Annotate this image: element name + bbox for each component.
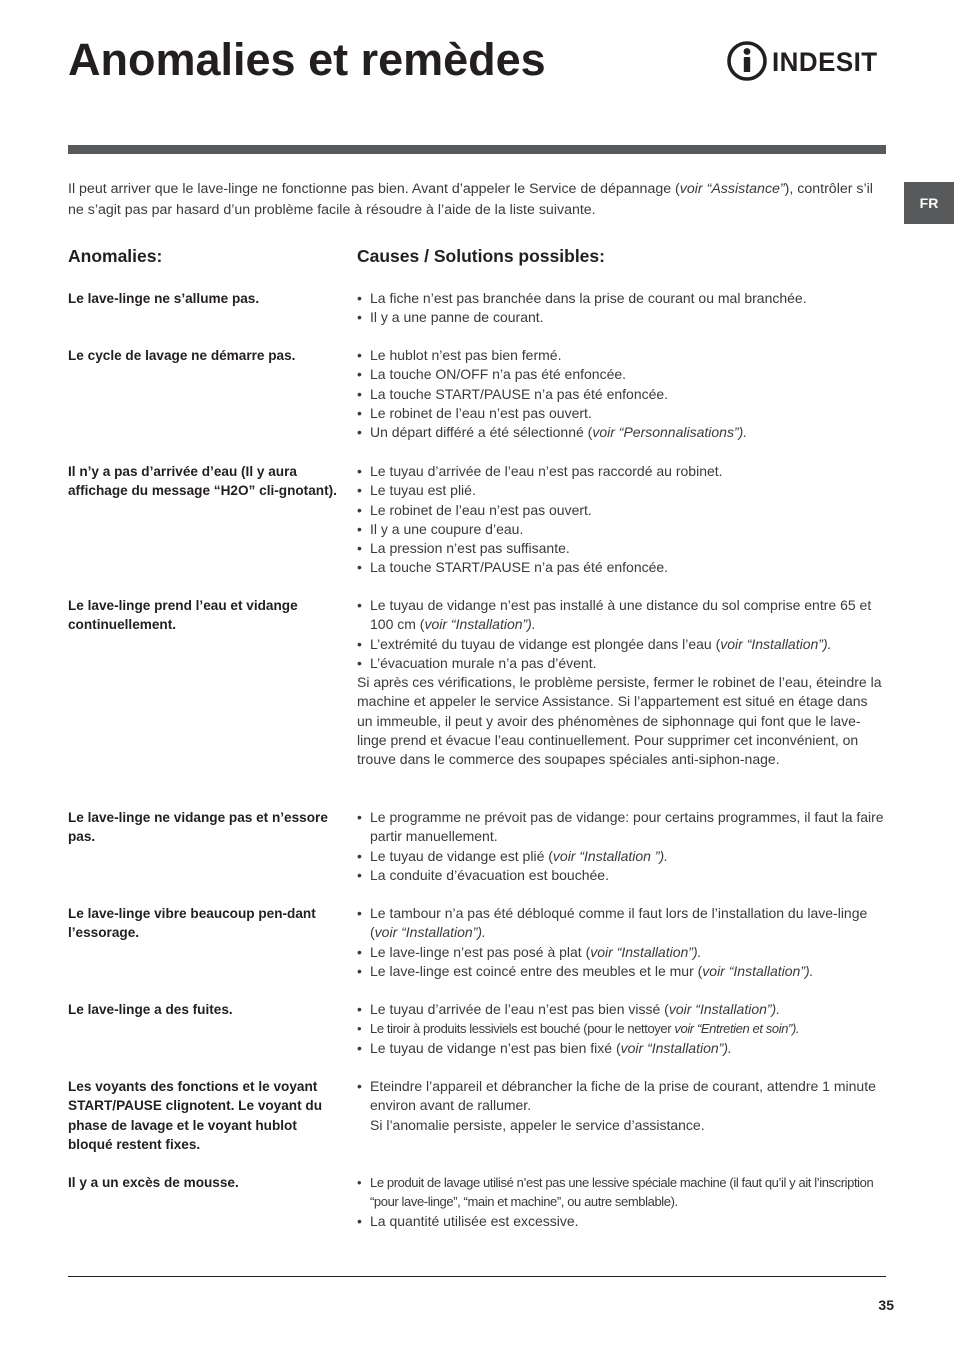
anomaly-label: Le cycle de lavage ne démarre pas. <box>68 348 296 363</box>
list-item <box>357 904 886 943</box>
list-item <box>357 1173 886 1212</box>
cause-text: Le hublot n’est pas bien fermé. <box>370 347 562 363</box>
anomaly-label: Le lave-linge ne s’allume pas. <box>68 291 260 306</box>
cause-text: Eteindre l’appareil et débrancher la fiche de la prise de courant, attendre 1 minute environ avant de rallumer. <box>370 1078 876 1114</box>
cause-text: Le tambour n’a pas été débloqué comme il faut lors de l’installation du lave-linge ( <box>370 905 868 941</box>
cause-text: L’extrémité du tuyau de vidange est plongée dans l’eau ( <box>370 635 721 652</box>
cause-text: Il y a une coupure d’eau. <box>370 520 524 537</box>
list-item <box>357 539 886 558</box>
anomaly-label: Il y a un excès de mousse. <box>68 1175 239 1190</box>
list-item <box>357 462 886 481</box>
cause-text: La conduite d’évacuation est bouchée. <box>370 866 609 883</box>
cause-text: Le tiroir à produits lessiviels est bouché (pour le nettoyer <box>370 1021 675 1037</box>
cause-text: La quantité utilisée est excessive. <box>370 1212 579 1229</box>
cross-reference: voir “Installation”). <box>374 924 486 941</box>
causes-list <box>357 904 886 981</box>
cross-reference: voir “Installation”). <box>702 962 814 979</box>
cause-text: Le tuyau de vidange n’est pas installé à une distance du sol comprise entre 65 et 100 cm ( <box>370 597 872 633</box>
cause-text: Il y a une panne de courant. <box>370 309 544 326</box>
cause-text: Le tuyau d’arrivée de l’eau n’est pas bien vissé ( <box>370 1001 669 1017</box>
anomaly-label: Le lave-linge a des fuites. <box>68 1002 233 1017</box>
cause-text: Un départ différé a été sélectionné ( <box>370 424 593 441</box>
cross-reference: voir “Installation ”). <box>552 847 669 864</box>
causes-cell <box>357 808 886 885</box>
causes-heading: Causes / Solutions possibles: <box>357 246 605 266</box>
causes-list <box>357 1000 886 1058</box>
list-item <box>357 654 886 673</box>
page-title: Anomalies et remèdes <box>68 34 546 85</box>
causes-cell <box>357 346 886 442</box>
list-item <box>357 346 886 365</box>
indesit-logo-icon <box>726 40 770 84</box>
list-item <box>357 962 886 981</box>
footer-divider <box>68 1276 886 1277</box>
causes-cell <box>357 462 886 578</box>
list-item <box>357 289 886 308</box>
cause-text: Le programme ne prévoit pas de vidange: pour certains programmes, il faut la faire partir manuellement. <box>370 809 884 845</box>
additional-note: Si l’anomalie persiste, appeler le service d’assistance. <box>370 1116 705 1133</box>
list-item <box>357 847 886 866</box>
causes-list <box>357 1173 886 1231</box>
list-item <box>357 808 886 847</box>
cause-text: La pression n’est pas suffisante. <box>370 540 570 557</box>
causes-cell <box>357 1173 886 1231</box>
cross-reference: voir “Installation”). <box>424 616 536 633</box>
causes-list <box>357 596 886 673</box>
cause-text: Le robinet de l’eau n’est pas ouvert. <box>370 501 592 518</box>
cause-text: Le robinet de l’eau n’est pas ouvert. <box>370 404 592 421</box>
anomaly-label: Le lave-linge vibre beaucoup pen-dant l’essorage. <box>68 906 316 941</box>
anomaly-label: Les voyants des fonctions et le voyant START/PAUSE clignotent. Le voyant du phase de lavage et le voyant hublot bloqué restent fixes. <box>68 1079 323 1152</box>
cause-text: Le tuyau d’arrivée de l’eau n’est pas raccordé au robinet. <box>370 463 723 479</box>
causes-list <box>357 462 886 578</box>
cause-text: L’évacuation murale n’a pas d’évent. <box>370 654 597 671</box>
list-item <box>357 866 886 885</box>
causes-list <box>357 346 886 442</box>
cross-reference: voir “Installation”). <box>620 1039 732 1056</box>
causes-cell <box>357 1000 886 1058</box>
additional-note: Si après ces vérifications, le problème persiste, fermer le robinet de l’eau, éteindre la machine et appeler le service Assistance. Si l’appartement est situé en étage dans un immeuble, il peut y avoir des phénomènes de siphonnage qui font que le lave-linge prend et évacue l’eau continuellement. Pour supprimer cet inconvénient, on trouve dans le commerce des soupapes spéciales anti-siphon-nage. <box>357 674 882 768</box>
page-number: 35 <box>878 1297 894 1313</box>
cause-text: La touche START/PAUSE n’a pas été enfoncée. <box>370 559 669 576</box>
list-item <box>357 1039 886 1058</box>
causes-list <box>357 808 886 885</box>
anomaly-label: Il n’y a pas d’arrivée d’eau (Il y aura affichage du message “H2O” cli-gnotant). <box>68 464 337 499</box>
cross-reference: voir “Installation”). <box>590 943 702 960</box>
brand-logo <box>726 40 886 84</box>
cross-reference: voir “Installation”). <box>720 635 832 652</box>
brand-wordmark: INDESIT <box>772 47 878 77</box>
anomalies-heading: Anomalies: <box>68 246 163 266</box>
causes-cell <box>357 1077 886 1135</box>
list-item <box>357 1019 886 1038</box>
cause-text: Le tuyau est plié. <box>370 482 476 499</box>
cause-text: La touche START/PAUSE n’a pas été enfoncée. <box>370 385 669 402</box>
list-item <box>357 308 886 327</box>
cross-reference: voir “Entretien et soin”). <box>674 1021 800 1037</box>
cross-reference: voir “Personnalisations”). <box>592 424 748 441</box>
list-item <box>357 423 886 442</box>
list-item <box>357 1000 886 1019</box>
intro-paragraph: Il peut arriver que le lave-linge ne fonctionne pas bien. Avant d’appeler le Service de dépannage (voir “Assistance”), contrôler s’il ne s’agit pas par hasard d’un problème facile à résoudre à l’aide de la liste suivante. <box>68 181 873 218</box>
causes-list <box>357 1077 886 1116</box>
cause-text: La touche ON/OFF n’a pas été enfoncée. <box>370 366 627 383</box>
cross-reference: voir “Installation”). <box>668 1001 781 1017</box>
cause-text: Le produit de lavage utilisé n’est pas une lessive spéciale machine (il faut qu’il y ait l’inscription “pour lave-linge”, “main et machine”, ou autre semblable). <box>370 1175 874 1210</box>
causes-list <box>357 289 886 328</box>
anomaly-label: Le lave-linge prend l’eau et vidange continuellement. <box>68 598 298 633</box>
list-item <box>357 635 886 654</box>
list-item <box>357 365 886 384</box>
anomaly-label: Le lave-linge ne vidange pas et n’essore pas. <box>68 810 328 845</box>
list-item <box>357 1212 886 1231</box>
causes-cell <box>357 289 886 328</box>
list-item <box>357 501 886 520</box>
cause-text: Le lave-linge est coincé entre des meubles et le mur ( <box>370 962 703 979</box>
cause-text: Le tuyau de vidange n’est pas bien fixé ( <box>370 1039 621 1056</box>
list-item <box>357 596 886 635</box>
cause-text: Le tuyau de vidange est plié ( <box>370 847 553 864</box>
list-item <box>357 558 886 577</box>
language-tab[interactable]: FR <box>904 182 954 224</box>
list-item <box>357 481 886 500</box>
header-divider <box>68 145 886 154</box>
list-item <box>357 385 886 404</box>
list-item <box>357 404 886 423</box>
cause-text: Le lave-linge n’est pas posé à plat ( <box>370 943 591 960</box>
list-item <box>357 943 886 962</box>
causes-cell <box>357 596 886 770</box>
causes-cell <box>357 904 886 981</box>
cause-text: La fiche n’est pas branchée dans la prise de courant ou mal branchée. <box>370 290 807 306</box>
list-item <box>357 1077 886 1116</box>
list-item <box>357 520 886 539</box>
